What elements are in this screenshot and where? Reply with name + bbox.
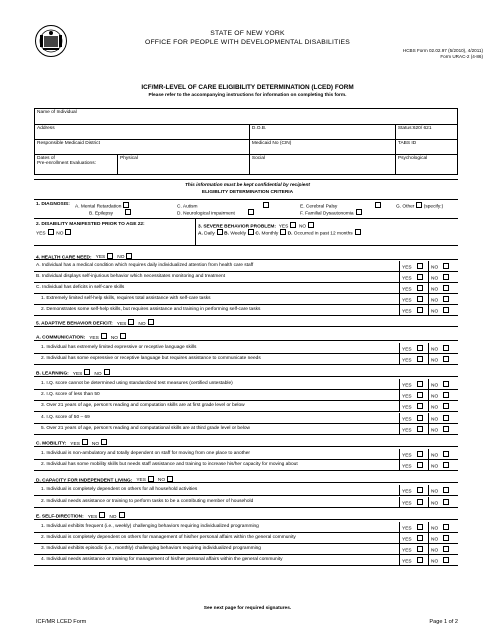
checkbox[interactable] bbox=[417, 426, 423, 432]
yes-label: YES bbox=[87, 514, 98, 520]
yes-option[interactable] bbox=[402, 451, 423, 459]
diagnosis-g-label: G. Other bbox=[396, 204, 415, 210]
checkbox[interactable] bbox=[443, 356, 449, 362]
checkbox[interactable] bbox=[104, 369, 110, 375]
status-field[interactable] bbox=[395, 125, 457, 140]
no-label: NO bbox=[157, 478, 166, 484]
no-label: NO bbox=[431, 464, 439, 470]
section-title: 5. ADAPTIVE BEHAVIOR DEFICIT: bbox=[36, 321, 113, 327]
criteria-text: 1. Extremely limited self-help skills, requires total assistance with self-care tasks bbox=[41, 296, 211, 302]
no-label: NO bbox=[94, 371, 102, 377]
checkbox[interactable] bbox=[84, 369, 90, 375]
yes-label: YES bbox=[402, 265, 412, 270]
address-field[interactable] bbox=[35, 125, 250, 140]
freq-c: C. bbox=[255, 231, 261, 237]
criteria-text: 1. Individual is non-ambulatory and totally dependent on staff for moving from one place to another bbox=[41, 450, 250, 456]
section-heading[interactable] bbox=[34, 250, 458, 260]
checkbox[interactable] bbox=[443, 499, 449, 505]
criteria-text: 4. Individual needs assistance or training for management of his/her personal affairs within the general community bbox=[41, 557, 283, 563]
yes-option[interactable] bbox=[402, 524, 423, 532]
no-option[interactable] bbox=[431, 426, 449, 434]
dates-field bbox=[35, 155, 118, 175]
dob-field[interactable] bbox=[249, 125, 395, 140]
checkbox[interactable] bbox=[443, 426, 449, 432]
no-option[interactable] bbox=[431, 487, 449, 495]
yes-option[interactable] bbox=[402, 296, 423, 304]
checkbox[interactable] bbox=[126, 253, 132, 259]
freq-monthly: Monthly bbox=[261, 231, 279, 237]
no-option[interactable] bbox=[431, 557, 449, 565]
no-label: NO bbox=[431, 358, 439, 364]
checkbox[interactable] bbox=[443, 415, 449, 421]
checkbox[interactable] bbox=[120, 333, 126, 339]
dates-of-label: Dates of bbox=[37, 156, 55, 161]
criteria-text: 3. Individual exhibits episodic (i.e., monthly) challenging behaviors requiring individualized programming bbox=[41, 546, 261, 552]
criteria-row bbox=[34, 555, 458, 566]
no-label: NO bbox=[431, 405, 439, 411]
no-label: NO bbox=[138, 321, 146, 327]
no-label: NO bbox=[431, 453, 439, 459]
no-option[interactable] bbox=[431, 535, 449, 543]
criteria-heading: ELIGIBLITY DETERMINATION CRITERIA bbox=[201, 190, 294, 195]
freq-past12: Occurred in past 12 months bbox=[293, 231, 353, 237]
checkbox[interactable] bbox=[125, 209, 131, 215]
section-heading[interactable] bbox=[34, 510, 458, 520]
checkbox[interactable] bbox=[417, 535, 423, 541]
checkbox[interactable] bbox=[65, 229, 71, 235]
no-label: NO bbox=[431, 276, 439, 282]
section-title: B. LEARNING: bbox=[36, 371, 69, 377]
yes-label: YES bbox=[402, 501, 412, 506]
divider bbox=[34, 565, 458, 566]
divider bbox=[34, 470, 458, 471]
yes-label: YES bbox=[402, 526, 412, 532]
yes-label: YES bbox=[136, 478, 146, 484]
criteria-text: C. Individual has deficits in self-care skills bbox=[36, 284, 125, 290]
checkbox[interactable] bbox=[443, 524, 449, 530]
diagnosis-f[interactable] bbox=[300, 209, 362, 217]
yes-label: YES bbox=[402, 548, 412, 554]
yes-label: YES bbox=[72, 371, 83, 377]
criteria-text: 5. Over 21 years of age, person’s reading and computational skills are at third grade level or below bbox=[41, 425, 250, 431]
checkbox[interactable] bbox=[443, 381, 449, 387]
checkbox[interactable] bbox=[101, 439, 107, 445]
yes-option[interactable] bbox=[402, 381, 423, 389]
no-option[interactable] bbox=[431, 451, 449, 459]
no-label: NO bbox=[298, 224, 307, 230]
criteria-text: 2. Demonstrates some self-help skills, but requires assistance and training in performing self-care tasks bbox=[41, 307, 261, 313]
criteria-text: 2. Individual has some mobility skills but needs staff assistance and training to increase his/her capacity for moving about bbox=[41, 462, 298, 468]
yes-label: YES bbox=[402, 309, 412, 315]
yes-option[interactable] bbox=[402, 356, 423, 364]
checkbox[interactable] bbox=[248, 209, 254, 215]
no-option[interactable] bbox=[431, 499, 449, 507]
identification-grid bbox=[34, 108, 458, 175]
criteria-row bbox=[34, 449, 458, 460]
diagnosis-c-label: C. Autism bbox=[177, 204, 198, 210]
criteria-row bbox=[34, 283, 458, 294]
divider bbox=[34, 340, 458, 341]
no-label: NO bbox=[431, 548, 439, 554]
yes-label: YES bbox=[402, 417, 412, 422]
social-field[interactable] bbox=[249, 155, 395, 175]
checkbox[interactable] bbox=[128, 319, 134, 325]
checkbox[interactable] bbox=[101, 333, 107, 339]
checkbox[interactable] bbox=[417, 557, 423, 563]
no-label: NO bbox=[431, 347, 439, 352]
checkbox[interactable] bbox=[417, 263, 423, 269]
yes-option[interactable] bbox=[402, 546, 423, 554]
physical-field[interactable] bbox=[118, 155, 250, 175]
form-number bbox=[403, 48, 483, 60]
no-label: NO bbox=[110, 335, 119, 341]
checkbox[interactable] bbox=[167, 476, 173, 482]
office-heading: OFFICE FOR PEOPLE WITH DEVELOPMENTAL DISABILITIES bbox=[144, 39, 351, 46]
criteria-text: 1. Individual has extremely limited expressive or receptive language skills bbox=[41, 344, 197, 350]
divider bbox=[34, 519, 458, 520]
tabs-id-label: TABS ID bbox=[397, 141, 417, 146]
criteria-row bbox=[34, 343, 458, 354]
footer-form-name: ICF/MR LCED Form bbox=[36, 619, 87, 625]
no-label: NO bbox=[431, 526, 439, 532]
section-heading[interactable] bbox=[34, 331, 458, 341]
yes-option[interactable] bbox=[402, 462, 423, 470]
section-heading[interactable] bbox=[34, 367, 458, 377]
divider bbox=[34, 199, 458, 200]
checkbox[interactable] bbox=[417, 546, 423, 552]
yes-option[interactable] bbox=[402, 557, 423, 565]
checkbox[interactable] bbox=[443, 345, 449, 351]
confidential-note: This information must be kept confidential by recipient bbox=[184, 183, 310, 188]
social-label: Social bbox=[251, 156, 265, 161]
checkbox[interactable] bbox=[48, 229, 54, 235]
no-label: NO bbox=[117, 255, 125, 260]
checkbox[interactable] bbox=[417, 524, 423, 530]
no-option[interactable] bbox=[431, 415, 449, 423]
yes-label: YES bbox=[402, 394, 412, 400]
checkbox[interactable] bbox=[375, 202, 381, 208]
divider bbox=[34, 245, 458, 246]
criteria-text: B. Individual displays self-injurious behavior which necessitates monitoring and treatment bbox=[36, 273, 226, 279]
yes-label: YES bbox=[402, 464, 412, 470]
freq-daily: Daily bbox=[204, 231, 215, 237]
criteria-row bbox=[34, 305, 458, 316]
no-label: NO bbox=[431, 265, 439, 270]
no-label: NO bbox=[431, 287, 439, 293]
checkbox[interactable] bbox=[417, 415, 423, 421]
checkbox[interactable] bbox=[443, 285, 449, 291]
checkbox[interactable] bbox=[417, 381, 423, 387]
criteria-row bbox=[34, 413, 458, 424]
diagnosis-a-label: A. Mental Retardation bbox=[75, 204, 122, 210]
diagnosis-e-label: E. Cerebral Palsy bbox=[300, 204, 338, 210]
section-title: 4. HEALTH CARE NEED: bbox=[36, 255, 92, 260]
psychological-label: Psychological bbox=[397, 156, 428, 161]
no-label: NO bbox=[431, 489, 439, 495]
no-option[interactable] bbox=[431, 462, 449, 470]
checkbox[interactable] bbox=[99, 512, 105, 518]
criteria-row bbox=[34, 294, 458, 305]
criteria-text: 1. Individual exhibits frequent (i.e., weekly) challenging behaviors requiring individualized programming bbox=[41, 523, 259, 529]
section-title: C. MOBILITY: bbox=[36, 441, 67, 447]
no-option[interactable] bbox=[431, 285, 449, 293]
yes-label: YES bbox=[402, 358, 412, 364]
yes-label: YES bbox=[402, 287, 412, 293]
checkbox[interactable] bbox=[417, 274, 423, 280]
checkbox[interactable] bbox=[123, 202, 129, 208]
section-title: D. CAPACITY FOR INDEPENDENT LIVING: bbox=[36, 478, 133, 484]
checkbox[interactable] bbox=[443, 557, 449, 563]
freq-b: B. bbox=[224, 231, 229, 237]
district-field[interactable] bbox=[35, 140, 250, 155]
checkbox[interactable] bbox=[417, 403, 423, 409]
checkbox[interactable] bbox=[443, 546, 449, 552]
section-heading[interactable] bbox=[34, 317, 458, 327]
yes-label: YES bbox=[402, 453, 412, 459]
yes-option[interactable] bbox=[402, 499, 423, 507]
checkbox[interactable] bbox=[355, 229, 361, 235]
yes-label: YES bbox=[36, 231, 46, 237]
no-label: NO bbox=[56, 231, 64, 237]
criteria-row bbox=[34, 424, 458, 435]
yes-label: YES bbox=[402, 276, 412, 282]
yes-option[interactable] bbox=[402, 274, 423, 282]
criteria-row bbox=[34, 401, 458, 412]
yes-option[interactable] bbox=[402, 392, 423, 400]
diagnosis-g[interactable] bbox=[396, 202, 443, 210]
no-label: NO bbox=[431, 428, 439, 434]
disability-label: 2. DISABILITY MANIFESTED PRIOR TO AGE 22: bbox=[36, 222, 145, 227]
next-page-note: See next page for required signatures. bbox=[203, 606, 292, 611]
divider bbox=[34, 482, 458, 483]
criteria-text: A. Individual has a medical condition which requires daily individualized attention from health care staff bbox=[36, 262, 254, 268]
criteria-text: 2. Individual is completely dependent on others for management of his/her personal affairs within the general community bbox=[41, 534, 296, 540]
state-heading: STATE OF NEW YORK bbox=[210, 30, 285, 37]
no-option[interactable] bbox=[431, 403, 449, 411]
no-option[interactable] bbox=[431, 381, 449, 389]
yes-label: YES bbox=[116, 321, 127, 327]
medicaid-no-field[interactable] bbox=[249, 140, 395, 155]
no-label: NO bbox=[431, 537, 439, 543]
yes-label: YES bbox=[89, 335, 99, 341]
checkbox[interactable] bbox=[443, 462, 449, 468]
criteria-row bbox=[34, 261, 458, 272]
criteria-row bbox=[34, 354, 458, 365]
divider bbox=[34, 507, 458, 508]
checkbox[interactable] bbox=[443, 296, 449, 302]
divider bbox=[34, 446, 458, 447]
severe-label: 3. SEVERE BEHAVIOR PROBLEM: bbox=[198, 224, 277, 230]
form-number-line-2: Form URAC-2 (4-86) bbox=[440, 54, 483, 59]
address-label: Address bbox=[37, 126, 55, 131]
divider bbox=[195, 219, 196, 245]
checkbox[interactable] bbox=[280, 229, 286, 235]
criteria-row bbox=[34, 272, 458, 283]
section-title: E. SELF-DIRECTION: bbox=[36, 514, 84, 520]
checkbox[interactable] bbox=[417, 487, 423, 493]
checkbox[interactable] bbox=[417, 392, 423, 398]
no-label: NO bbox=[431, 309, 439, 315]
yes-option[interactable] bbox=[402, 307, 423, 315]
divider bbox=[34, 326, 458, 327]
criteria-row bbox=[34, 485, 458, 496]
checkbox[interactable] bbox=[119, 512, 125, 518]
no-option[interactable] bbox=[431, 263, 449, 271]
yes-label: YES bbox=[70, 441, 80, 447]
diagnosis-g-specify: (specify:) bbox=[423, 204, 444, 210]
no-label: NO bbox=[109, 514, 117, 520]
yes-option[interactable] bbox=[402, 345, 423, 353]
checkbox[interactable] bbox=[443, 307, 449, 313]
no-label: NO bbox=[91, 441, 100, 447]
form-title: ICF/MR-LEVEL OF CARE ELIGIBILITY DETERMINATION (LCED) FORM bbox=[141, 84, 354, 91]
footer-page-number: Page 1 of 2 bbox=[429, 619, 458, 625]
checkbox[interactable] bbox=[263, 202, 269, 208]
status-label: Status:620/ 621 bbox=[397, 126, 432, 131]
psychological-field[interactable] bbox=[395, 155, 457, 175]
yes-label: YES bbox=[402, 298, 412, 304]
no-option[interactable] bbox=[431, 296, 449, 304]
yes-label: YES bbox=[278, 224, 289, 230]
no-label: NO bbox=[431, 394, 439, 400]
checkbox[interactable] bbox=[443, 487, 449, 493]
no-label: NO bbox=[431, 501, 439, 506]
yes-option[interactable] bbox=[402, 535, 423, 543]
checkbox[interactable] bbox=[417, 345, 423, 351]
yes-option[interactable] bbox=[402, 403, 423, 411]
criteria-text: 2. Individual has some expressive or receptive language but requires assistance to communicate needs bbox=[41, 355, 261, 361]
district-label: Responsible Medicaid District bbox=[37, 141, 100, 146]
criteria-row bbox=[34, 379, 458, 390]
checkbox[interactable] bbox=[417, 307, 423, 313]
yes-label: YES bbox=[402, 347, 412, 352]
freq-weekly: Weekly bbox=[230, 231, 246, 237]
criteria-row bbox=[34, 544, 458, 555]
yes-option[interactable] bbox=[402, 426, 423, 434]
diagnosis-f-label: F. Familial Dysautonomia bbox=[300, 211, 354, 217]
checkbox[interactable] bbox=[417, 451, 423, 457]
criteria-row bbox=[34, 390, 458, 401]
medicaid-no-label: Medicaid No (CIN) bbox=[251, 141, 292, 146]
divider bbox=[34, 218, 458, 219]
tabs-id-field[interactable] bbox=[395, 140, 457, 155]
checkbox[interactable] bbox=[443, 392, 449, 398]
divider bbox=[34, 376, 458, 377]
diagnosis-d-label: D. Neurological impairment bbox=[177, 211, 235, 217]
checkbox[interactable] bbox=[148, 476, 154, 482]
yes-label: YES bbox=[402, 405, 412, 411]
no-option[interactable] bbox=[431, 356, 449, 364]
checkbox[interactable] bbox=[290, 222, 296, 228]
checkbox[interactable] bbox=[148, 319, 154, 325]
section-heading[interactable] bbox=[34, 473, 458, 483]
diagnosis-b[interactable] bbox=[89, 209, 131, 217]
checkbox[interactable] bbox=[417, 296, 423, 302]
yes-label: YES bbox=[402, 489, 412, 495]
dob-label: D.O.B. bbox=[251, 126, 267, 131]
section-heading[interactable] bbox=[34, 437, 458, 447]
checkbox[interactable] bbox=[417, 285, 423, 291]
criteria-text: 2. I.Q. score of less than 50 bbox=[41, 392, 100, 398]
checkbox[interactable] bbox=[356, 209, 362, 215]
yes-label: YES bbox=[402, 428, 412, 434]
divider bbox=[34, 179, 458, 180]
divider bbox=[34, 364, 458, 365]
checkbox[interactable] bbox=[217, 229, 223, 235]
yes-option[interactable] bbox=[402, 415, 423, 423]
freq-a: A. bbox=[198, 231, 203, 237]
no-option[interactable] bbox=[431, 546, 449, 554]
no-option[interactable] bbox=[431, 307, 449, 315]
checkbox[interactable] bbox=[417, 499, 423, 505]
no-option[interactable] bbox=[431, 524, 449, 532]
yes-option[interactable] bbox=[402, 487, 423, 495]
no-label: NO bbox=[431, 298, 439, 304]
checkbox[interactable] bbox=[443, 274, 449, 280]
disability-options[interactable] bbox=[36, 229, 71, 237]
criteria-text: 1. Individual is completely dependent on others for all household activities bbox=[41, 487, 198, 493]
diagnosis-b-label: B. Epilepsy bbox=[89, 211, 113, 217]
diagnosis-label: 1. DIAGNOSIS: bbox=[36, 202, 70, 207]
yes-label: YES bbox=[402, 383, 412, 389]
criteria-row bbox=[34, 533, 458, 544]
yes-label: YES bbox=[95, 255, 106, 260]
checkbox[interactable] bbox=[82, 439, 88, 445]
yes-option[interactable] bbox=[402, 263, 423, 271]
divider bbox=[34, 434, 458, 435]
name-label: Name of Individual bbox=[37, 110, 77, 115]
no-option[interactable] bbox=[431, 274, 449, 282]
yes-label: YES bbox=[402, 537, 412, 543]
diagnosis-d[interactable] bbox=[177, 209, 254, 217]
no-option[interactable] bbox=[431, 345, 449, 353]
criteria-text: 4. I.Q. score of 50 – 69 bbox=[41, 414, 90, 420]
criteria-row bbox=[34, 522, 458, 533]
checkbox[interactable] bbox=[443, 451, 449, 457]
checkbox[interactable] bbox=[248, 229, 254, 235]
checkbox[interactable] bbox=[443, 403, 449, 409]
checkbox[interactable] bbox=[443, 535, 449, 541]
name-field[interactable] bbox=[35, 109, 458, 125]
criteria-row bbox=[34, 497, 458, 508]
checkbox[interactable] bbox=[417, 356, 423, 362]
checkbox[interactable] bbox=[417, 462, 423, 468]
checkbox[interactable] bbox=[308, 222, 314, 228]
criteria-text: 1. I.Q. score cannot be determined using standardized test measures (certified untestable) bbox=[41, 380, 233, 386]
no-label: NO bbox=[431, 417, 439, 422]
form-subtitle: Please refer to the accompanying instructions for information on completing this form. bbox=[148, 93, 347, 98]
checkbox[interactable] bbox=[107, 253, 113, 259]
no-label: NO bbox=[431, 383, 439, 389]
physical-label: Physical bbox=[120, 156, 138, 161]
criteria-text: 3. Over 21 years of age, person’s reading and computation skills are at first grade level or below bbox=[41, 403, 245, 409]
checkbox[interactable] bbox=[443, 263, 449, 269]
yes-label: YES bbox=[402, 559, 412, 565]
criteria-row bbox=[34, 460, 458, 471]
no-option[interactable] bbox=[431, 392, 449, 400]
section-title: A. COMMUNICATION: bbox=[36, 335, 86, 341]
pre-enrollment-label: Pre-enrollment Evaluations: bbox=[37, 161, 96, 166]
checkbox[interactable] bbox=[416, 202, 422, 208]
severe-frequency-row[interactable] bbox=[198, 229, 361, 237]
form-number-line-1: HCBS Form 02.02.97 (5/2010), 4/2011) bbox=[402, 48, 483, 53]
criteria-text: 2. Individual needs assistance or training to perform tasks to be a contributing member of household bbox=[41, 498, 254, 504]
yes-option[interactable] bbox=[402, 285, 423, 293]
no-label: NO bbox=[431, 559, 439, 565]
freq-d: D. bbox=[287, 231, 293, 237]
